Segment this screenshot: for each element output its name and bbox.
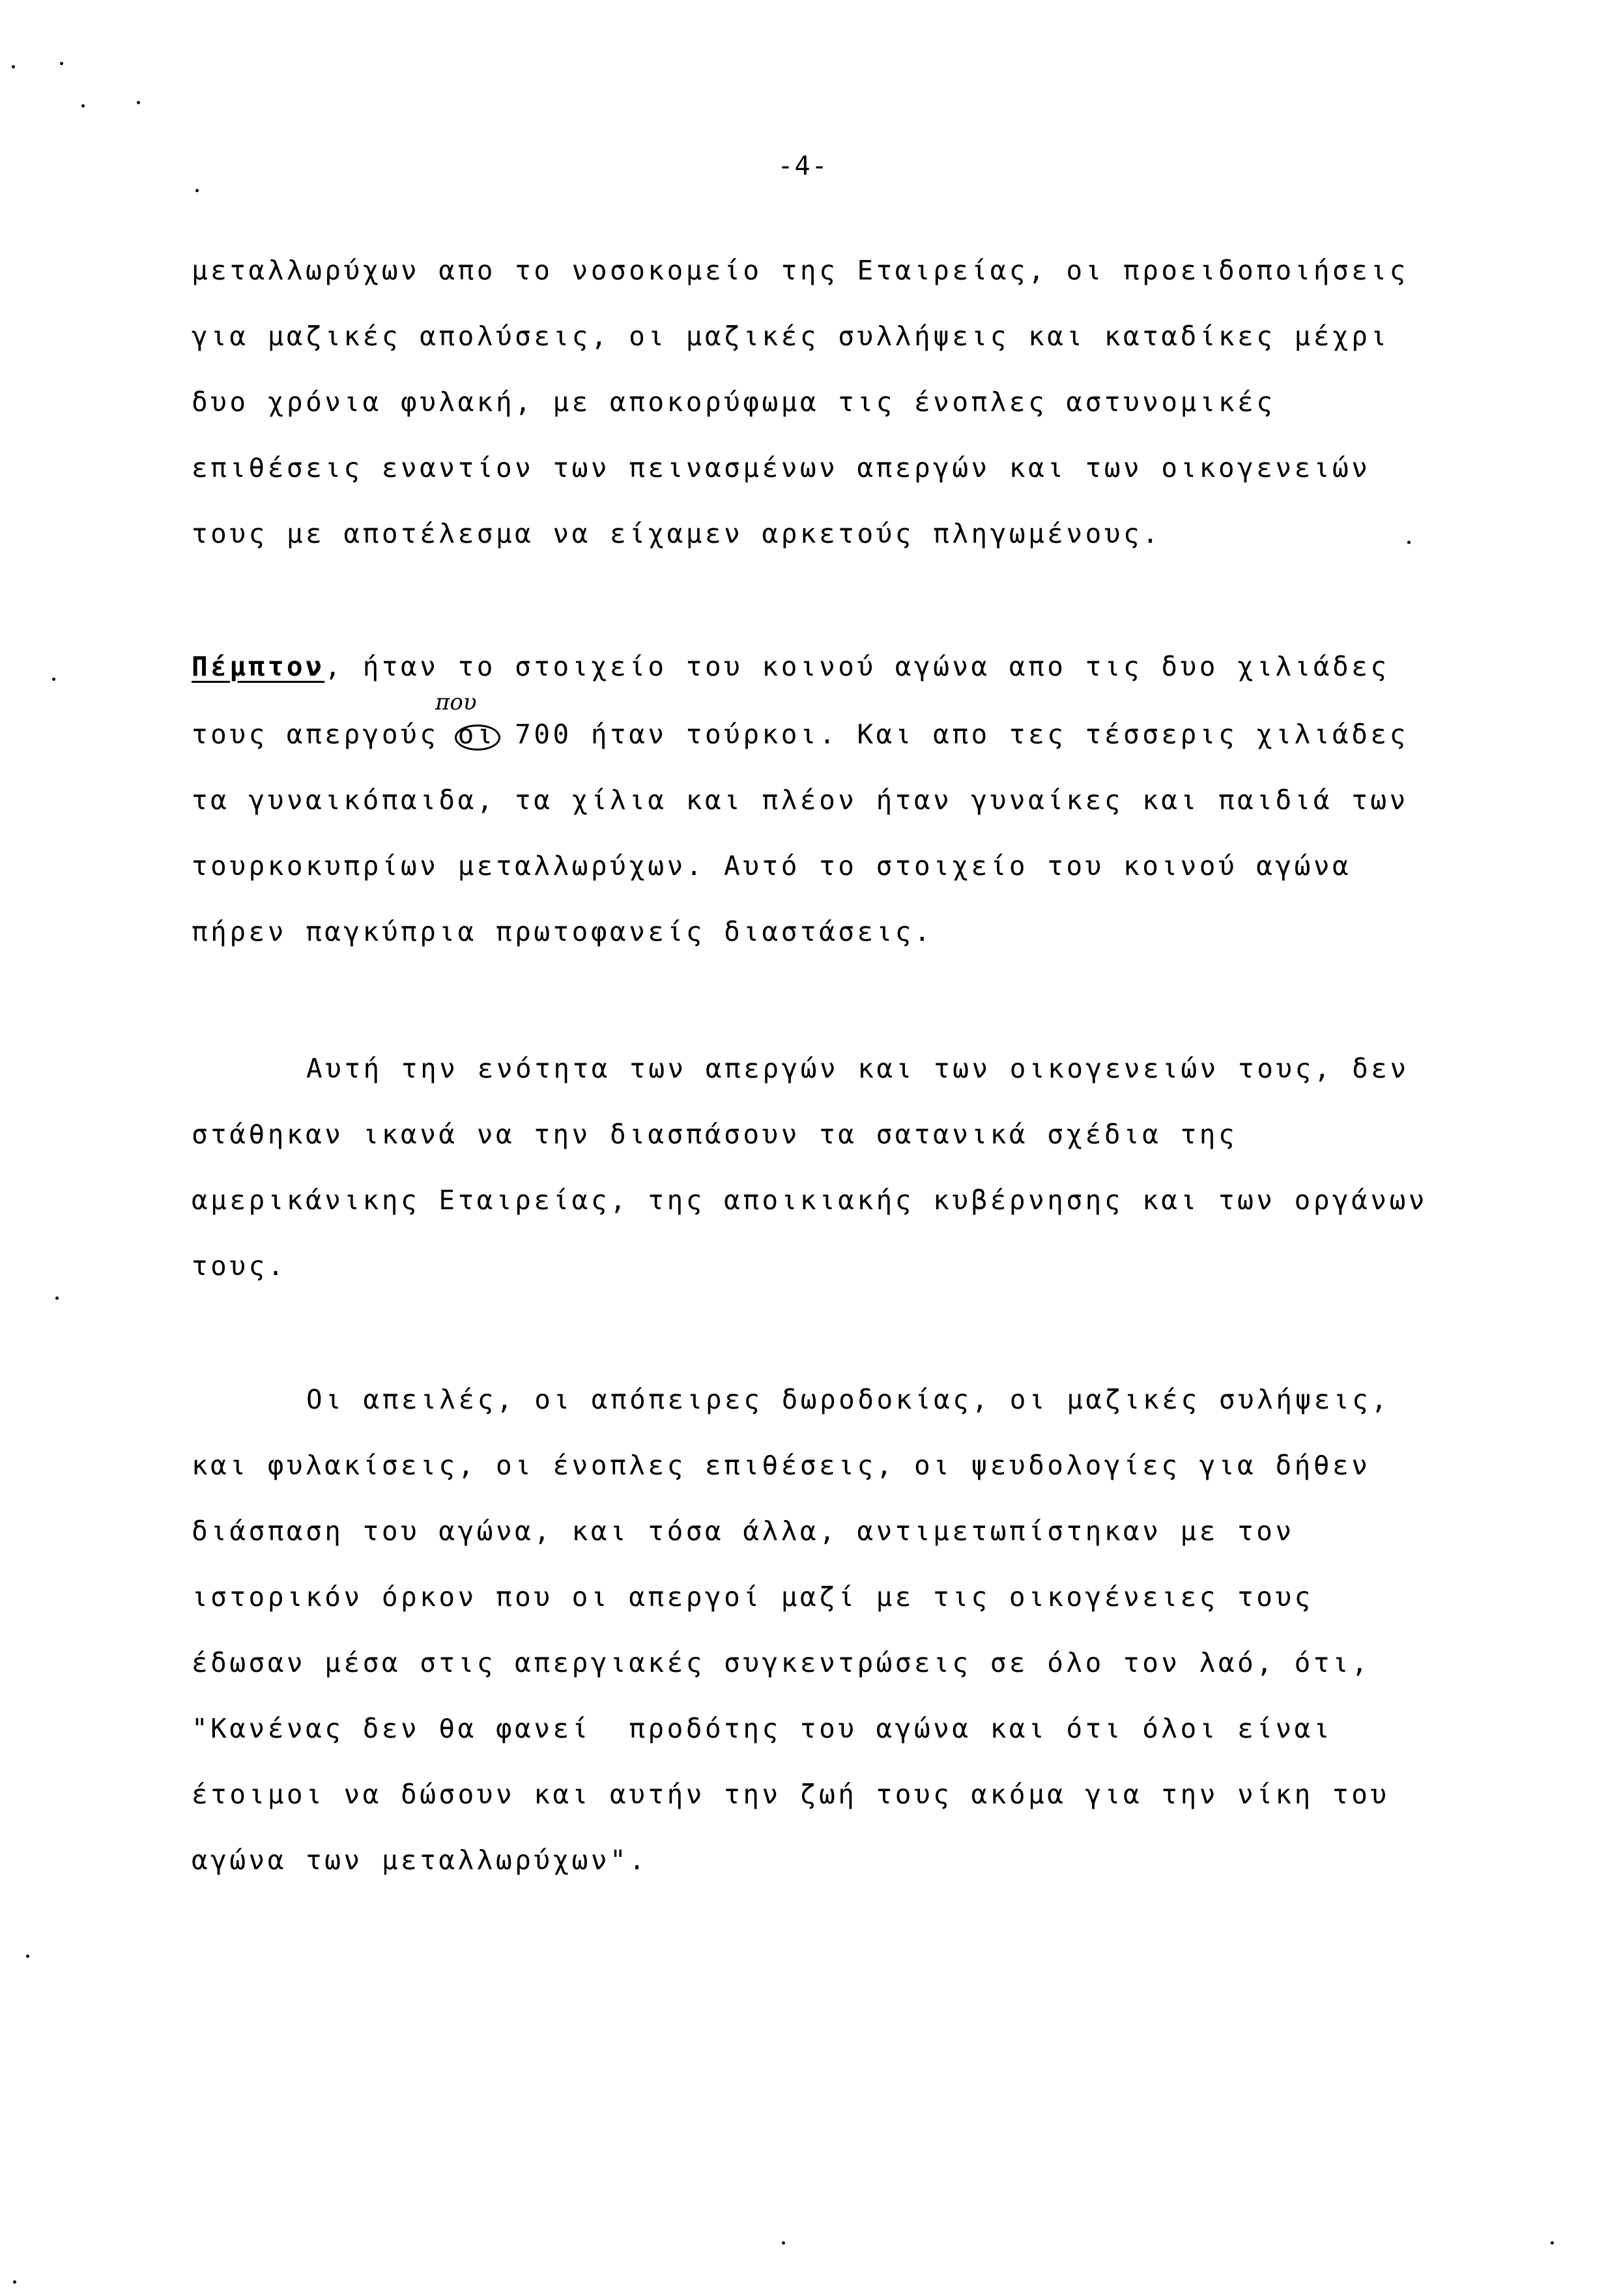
handwritten-correction: που: [435, 689, 477, 715]
text-line: στάθηκαν ικανά να την διασπάσουν τα σατανικά σχέδια της: [192, 1119, 1238, 1150]
text-line: για μαζικές απολύσεις, οι μαζικές συλλήψεις και καταδίκες μέχρι: [192, 321, 1390, 352]
scan-speck: [1407, 541, 1411, 544]
scan-speck: [60, 62, 63, 65]
scan-speck: [52, 678, 55, 681]
text-line: αγώνα των μεταλλωρύχων".: [192, 1844, 648, 1876]
scan-speck: [13, 2280, 16, 2284]
section-heading: Πέμπτον: [192, 651, 325, 682]
text-line: [192, 653, 1390, 680]
text-line: Οι απειλές, οι απόπειρες δωροδοκίας, οι μαζικές συλήψεις,: [306, 1384, 1390, 1415]
text-line: δυο χρόνια φυλακή, με αποκορύφωμα τις ένοπλες αστυνομικές: [192, 386, 1276, 418]
text-line: ιστορικόν όρκον που οι απεργοί μαζί με τις οικογένειες τους: [192, 1581, 1313, 1613]
page-number: -4-: [777, 151, 829, 181]
text-line: επιθέσεις εναντίον των πεινασμένων απεργών και των οικογενειών: [192, 452, 1371, 483]
scan-speck: [26, 1955, 29, 1958]
scan-speck: [55, 1297, 59, 1300]
text-line: τους με αποτέλεσμα να είχαμεν αρκετούς πληγωμένους.: [192, 518, 1162, 549]
text-line: τους.: [192, 1250, 287, 1282]
text-line: μεταλλωρύχων απο το νοσοκομείο της Εταιρείας, οι προειδοποιήσεις: [192, 255, 1409, 286]
text-line: έτοιμοι να δώσουν και αυτήν την ζωή τους ακόμα για την νίκη του: [192, 1779, 1390, 1810]
text-line: τουρκοκυπρίων μεταλλωρύχων. Αυτό το στοιχείο του κοινού αγώνα: [192, 850, 1352, 882]
text-line: τους απεργούς οι 700 ήταν τούρκοι. Και απο τες τέσσερις χιλιάδες: [192, 719, 1409, 750]
scan-speck: [782, 2241, 785, 2245]
text-line: έδωσαν μέσα στις απεργιακές συγκεντρώσεις σε όλο τον λαό, ότι,: [192, 1647, 1371, 1678]
text-line: Αυτή την ενότητα των απεργών και των οικογενειών τους, δεν: [306, 1053, 1409, 1084]
scan-speck: [195, 189, 199, 192]
text-line: πήρεν παγκύπρια πρωτοφανείς διαστάσεις.: [192, 916, 934, 947]
text-line: διάσπαση του αγώνα, και τόσα άλλα, αντιμετωπίστηκαν με τον: [192, 1515, 1295, 1547]
scan-speck: [1551, 2241, 1554, 2245]
text-line: "Κανένας δεν θα φανεί προδότης του αγώνα και ότι όλοι είναι: [192, 1713, 1333, 1744]
scan-speck: [12, 65, 15, 68]
text-line: τα γυναικόπαιδα, τα χίλια και πλέον ήταν γυναίκες και παιδιά των: [192, 784, 1409, 816]
text-line: αμερικάνικης Εταιρείας, της αποικιακής κυβέρνησης και των οργάνων: [192, 1184, 1427, 1216]
scan-speck: [81, 104, 85, 108]
text-line: και φυλακίσεις, οι ένοπλες επιθέσεις, οι ψευδολογίες για δήθεν: [192, 1450, 1371, 1481]
heading-line-rest: , ήταν το στοιχείο του κοινού αγώνα απο τις δυο χιλιάδες: [324, 651, 1390, 682]
scan-speck: [137, 101, 140, 104]
